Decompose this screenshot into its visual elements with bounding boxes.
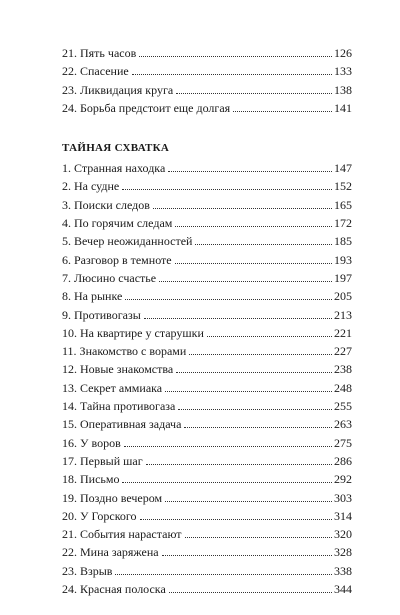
toc-entry[interactable] [62, 470, 352, 488]
toc-entry-title: 21. События нарастают [62, 527, 182, 542]
dot-leader [175, 226, 332, 227]
dot-leader [195, 244, 332, 245]
toc-entry-title: 10. На квартире у старушки [62, 325, 204, 340]
toc-entry-title: 24. Борьба предстоит еще долгая [62, 100, 231, 115]
toc-entry-page: 147 [334, 161, 352, 176]
toc-entry[interactable] [62, 360, 352, 378]
toc-entry-page: 165 [334, 197, 352, 212]
toc-entry-title: 21. Пять часов [62, 46, 137, 60]
toc-entry-page: 133 [334, 64, 352, 79]
toc-entry-title: 2. На судне [62, 179, 120, 194]
toc-entry-title: 9. Противогазы [62, 307, 141, 322]
dot-leader [144, 318, 332, 319]
toc-entry[interactable] [62, 306, 352, 324]
dot-leader [132, 74, 332, 75]
toc-entry-page: 314 [334, 508, 352, 523]
toc-entry[interactable] [62, 251, 352, 269]
toc-entry[interactable] [62, 452, 352, 470]
toc-entry[interactable] [62, 81, 352, 99]
dot-leader [146, 464, 332, 465]
toc-entry[interactable] [62, 379, 352, 397]
dot-leader [233, 111, 332, 112]
toc-entry[interactable] [62, 489, 352, 507]
toc-entry-page: 172 [334, 216, 352, 231]
toc-entry-page: 328 [334, 545, 352, 560]
dot-leader [176, 372, 332, 373]
toc-entry[interactable] [62, 44, 352, 62]
toc-entry-title: 13. Секрет аммиака [62, 380, 163, 395]
toc-entry[interactable] [62, 507, 352, 525]
dot-leader [153, 208, 332, 209]
toc-entry[interactable] [62, 196, 352, 214]
toc-entry[interactable] [62, 99, 352, 117]
toc-entry[interactable] [62, 415, 352, 433]
dot-leader [175, 263, 332, 264]
toc-entry-page: 275 [334, 435, 352, 450]
section-list [62, 159, 352, 598]
toc-entry-page: 303 [334, 490, 352, 505]
toc-entry-page: 185 [334, 234, 352, 249]
dot-leader [178, 409, 332, 410]
dot-leader [168, 171, 332, 172]
toc-entry-title: 6. Разговор в темноте [62, 252, 172, 267]
toc-entry[interactable] [62, 543, 352, 561]
toc-entry-page: 205 [334, 289, 352, 304]
dot-leader [125, 299, 332, 300]
toc-entry-page: 263 [334, 417, 352, 432]
toc-entry-title: 12. Новые знакомства [62, 362, 174, 377]
dot-leader [122, 189, 332, 190]
dot-leader [189, 354, 332, 355]
toc-entry[interactable] [62, 580, 352, 598]
dot-leader [207, 336, 332, 337]
toc-entry[interactable] [62, 269, 352, 287]
toc-entry-title: 3. Поиски следов [62, 197, 150, 212]
dot-leader [165, 501, 332, 502]
toc-page [62, 44, 352, 597]
toc-entry-title: 19. Поздно вечером [62, 490, 163, 505]
previous-section-list [62, 44, 352, 117]
dot-leader [184, 427, 332, 428]
toc-entry-page: 138 [334, 82, 352, 97]
toc-entry[interactable] [62, 434, 352, 452]
toc-entry[interactable] [62, 214, 352, 232]
toc-entry[interactable] [62, 62, 352, 80]
dot-leader [176, 93, 332, 94]
toc-entry[interactable] [62, 287, 352, 305]
toc-entry-title: 1. Странная находка [62, 161, 166, 176]
toc-entry[interactable] [62, 525, 352, 543]
toc-entry-page: 344 [334, 582, 352, 597]
toc-entry-page: 193 [334, 252, 352, 267]
toc-entry-page: 213 [334, 307, 352, 322]
dot-leader [185, 537, 332, 538]
section-heading: ТАЙНАЯ СХВАТКА [62, 142, 170, 155]
toc-entry-title: 5. Вечер неожиданностей [62, 234, 193, 249]
toc-entry-title: 23. Взрыв [62, 563, 113, 578]
dot-leader [115, 574, 332, 575]
toc-entry-page: 152 [334, 179, 352, 194]
toc-entry-title: 22. Спасение [62, 64, 129, 79]
toc-entry-title: 7. Люсино счастье [62, 270, 157, 285]
dot-leader [139, 56, 332, 57]
toc-entry-title: 16. У воров [62, 435, 121, 450]
toc-entry-title: 8. На рынке [62, 289, 123, 304]
dot-leader [122, 482, 332, 483]
toc-entry-page: 338 [334, 563, 352, 578]
toc-entry-page: 197 [334, 270, 352, 285]
toc-entry-title: 11. Знакомство с ворами [62, 344, 187, 359]
toc-entry[interactable] [62, 159, 352, 177]
toc-entry-title: 23. Ликвидация круга [62, 82, 174, 97]
toc-entry[interactable] [62, 342, 352, 360]
dot-leader [162, 555, 332, 556]
toc-entry-page: 126 [334, 46, 352, 60]
toc-entry[interactable] [62, 324, 352, 342]
toc-entry[interactable] [62, 397, 352, 415]
dot-leader [140, 519, 332, 520]
toc-entry-page: 286 [334, 453, 352, 468]
toc-entry[interactable] [62, 562, 352, 580]
toc-entry-title: 22. Мина заряжена [62, 545, 159, 560]
dot-leader [124, 446, 332, 447]
toc-entry-page: 141 [334, 100, 352, 115]
toc-entry-title: 24. Красная полоска [62, 582, 166, 597]
toc-entry-page: 320 [334, 527, 352, 542]
dot-leader [169, 592, 332, 593]
toc-entry[interactable] [62, 177, 352, 195]
dot-leader [159, 281, 332, 282]
toc-entry-title: 17. Первый шаг [62, 453, 143, 468]
toc-entry-page: 292 [334, 472, 352, 487]
toc-entry[interactable] [62, 232, 352, 250]
toc-entry-title: 20. У Горского [62, 508, 137, 523]
dot-leader [165, 391, 332, 392]
toc-entry-page: 255 [334, 399, 352, 414]
toc-entry-title: 14. Тайна противогаза [62, 399, 176, 414]
toc-entry-title: 15. Оперативная задача [62, 417, 182, 432]
toc-entry-page: 227 [334, 344, 352, 359]
toc-entry-page: 248 [334, 380, 352, 395]
toc-entry-page: 221 [334, 325, 352, 340]
toc-entry-page: 238 [334, 362, 352, 377]
toc-entry-title: 18. Письмо [62, 472, 120, 487]
toc-entry-title: 4. По горячим следам [62, 216, 173, 231]
